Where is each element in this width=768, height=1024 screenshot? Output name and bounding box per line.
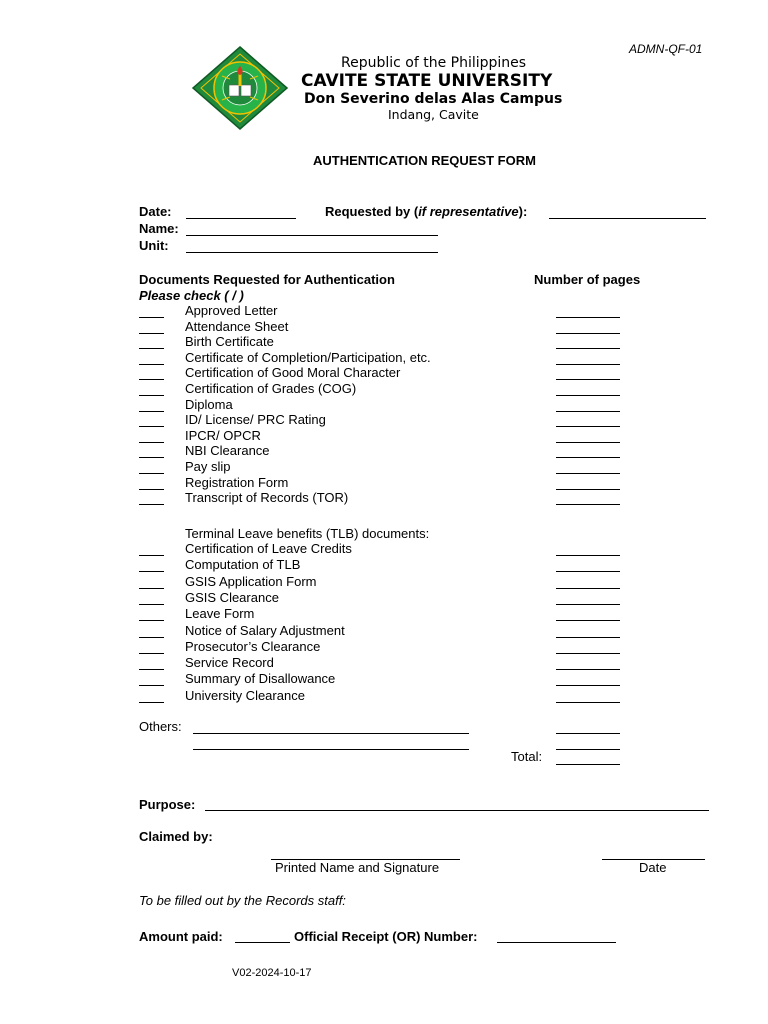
pages-blank[interactable] bbox=[556, 379, 620, 380]
check-instruction: Please check ( / ) bbox=[139, 288, 244, 303]
document-label: Registration Form bbox=[185, 474, 289, 490]
check-blank[interactable] bbox=[139, 426, 164, 427]
pages-blank[interactable] bbox=[556, 685, 620, 686]
date-label: Date: bbox=[139, 204, 172, 219]
document-label: Prosecutor’s Clearance bbox=[185, 638, 321, 654]
header-university-name: CAVITE STATE UNIVERSITY bbox=[301, 71, 553, 91]
check-blank[interactable] bbox=[139, 489, 164, 490]
requested-by-label: Requested by (if representative): bbox=[325, 204, 528, 219]
document-label: Leave Form bbox=[185, 606, 255, 622]
document-label: GSIS Application Form bbox=[185, 573, 317, 589]
pages-blank[interactable] bbox=[556, 457, 620, 458]
others-field-2[interactable] bbox=[193, 749, 469, 750]
document-label: Computation of TLB bbox=[185, 557, 301, 573]
or-number-field[interactable] bbox=[497, 942, 616, 943]
form-title: AUTHENTICATION REQUEST FORM bbox=[313, 153, 536, 168]
check-blank[interactable] bbox=[139, 702, 164, 703]
check-blank[interactable] bbox=[139, 364, 164, 365]
document-label: Certification of Grades (COG) bbox=[185, 381, 357, 396]
amount-paid-label: Amount paid: bbox=[139, 929, 223, 944]
document-label: Notice of Salary Adjustment bbox=[185, 622, 345, 638]
pages-blank[interactable] bbox=[556, 333, 620, 334]
total-label: Total: bbox=[511, 749, 543, 764]
tlb-heading: Terminal Leave benefits (TLB) documents: bbox=[185, 526, 430, 541]
or-number-label: Official Receipt (OR) Number: bbox=[294, 929, 478, 944]
pages-blank[interactable] bbox=[556, 571, 620, 572]
check-blank[interactable] bbox=[139, 348, 164, 349]
check-blank[interactable] bbox=[139, 504, 164, 505]
document-label: IPCR/ OPCR bbox=[185, 427, 261, 443]
others-pages-field-1[interactable] bbox=[556, 733, 620, 734]
check-blank[interactable] bbox=[139, 317, 164, 318]
pages-heading: Number of pages bbox=[534, 272, 641, 287]
name-field[interactable] bbox=[186, 235, 438, 236]
check-blank[interactable] bbox=[139, 620, 164, 621]
document-label: Diploma bbox=[185, 396, 233, 412]
check-blank[interactable] bbox=[139, 669, 164, 670]
documents-heading: Documents Requested for Authentication bbox=[139, 272, 395, 287]
requested-by-field[interactable] bbox=[549, 218, 706, 219]
check-blank[interactable] bbox=[139, 457, 164, 458]
pages-blank[interactable] bbox=[556, 669, 620, 670]
pages-blank[interactable] bbox=[556, 604, 620, 605]
document-label: Certificate of Completion/Participation, etc. bbox=[185, 349, 431, 365]
header-republic: Republic of the Philippines bbox=[341, 55, 527, 71]
pages-blank[interactable] bbox=[556, 411, 620, 412]
others-label: Others: bbox=[139, 719, 182, 734]
check-blank[interactable] bbox=[139, 637, 164, 638]
unit-field[interactable] bbox=[186, 252, 438, 253]
header-campus: Don Severino delas Alas Campus bbox=[304, 91, 563, 107]
pages-blank[interactable] bbox=[556, 395, 620, 396]
document-label: Certification of Good Moral Character bbox=[185, 365, 401, 381]
purpose-label: Purpose: bbox=[139, 797, 196, 812]
check-blank[interactable] bbox=[139, 604, 164, 605]
pages-blank[interactable] bbox=[556, 653, 620, 654]
pages-blank[interactable] bbox=[556, 620, 620, 621]
document-label: GSIS Clearance bbox=[185, 589, 279, 605]
document-label: Attendance Sheet bbox=[185, 318, 289, 334]
pages-blank[interactable] bbox=[556, 442, 620, 443]
records-staff-note: To be filled out by the Records staff: bbox=[139, 893, 346, 908]
check-blank[interactable] bbox=[139, 379, 164, 380]
name-label: Name: bbox=[139, 221, 179, 236]
total-pages-field[interactable] bbox=[556, 764, 620, 765]
pages-blank[interactable] bbox=[556, 473, 620, 474]
signature-caption: Printed Name and Signature bbox=[275, 860, 440, 875]
pages-blank[interactable] bbox=[556, 348, 620, 349]
amount-paid-field[interactable] bbox=[235, 942, 290, 943]
check-blank[interactable] bbox=[139, 333, 164, 334]
pages-blank[interactable] bbox=[556, 702, 620, 703]
pages-blank[interactable] bbox=[556, 489, 620, 490]
form-code: ADMN-QF-01 bbox=[629, 42, 703, 56]
document-label: Approved Letter bbox=[185, 303, 278, 318]
document-label: Service Record bbox=[185, 655, 274, 671]
pages-blank[interactable] bbox=[556, 504, 620, 505]
pages-blank[interactable] bbox=[556, 364, 620, 365]
check-blank[interactable] bbox=[139, 588, 164, 589]
unit-label: Unit: bbox=[139, 238, 169, 253]
date-field[interactable] bbox=[186, 218, 296, 219]
check-blank[interactable] bbox=[139, 685, 164, 686]
document-label: NBI Clearance bbox=[185, 443, 270, 459]
check-blank[interactable] bbox=[139, 653, 164, 654]
check-blank[interactable] bbox=[139, 571, 164, 572]
check-blank[interactable] bbox=[139, 555, 164, 556]
document-label: Pay slip bbox=[185, 459, 231, 474]
document-label: Birth Certificate bbox=[185, 334, 274, 350]
pages-blank[interactable] bbox=[556, 426, 620, 427]
header-town: Indang, Cavite bbox=[388, 107, 479, 122]
check-blank[interactable] bbox=[139, 411, 164, 412]
document-label: Transcript of Records (TOR) bbox=[185, 490, 349, 506]
date-caption: Date bbox=[639, 860, 667, 875]
version-code: V02-2024-10-17 bbox=[232, 967, 312, 979]
others-field-1[interactable] bbox=[193, 733, 469, 734]
document-label: Summary of Disallowance bbox=[185, 671, 336, 687]
purpose-field[interactable] bbox=[205, 810, 709, 811]
pages-blank[interactable] bbox=[556, 637, 620, 638]
pages-blank[interactable] bbox=[556, 317, 620, 318]
university-seal-logo bbox=[192, 46, 288, 130]
pages-blank[interactable] bbox=[556, 588, 620, 589]
pages-blank[interactable] bbox=[556, 555, 620, 556]
check-blank[interactable] bbox=[139, 395, 164, 396]
document-label: Certification of Leave Credits bbox=[185, 541, 352, 556]
document-label: ID/ License/ PRC Rating bbox=[185, 412, 326, 428]
check-blank[interactable] bbox=[139, 473, 164, 474]
document-label: University Clearance bbox=[185, 687, 305, 703]
others-pages-field-2[interactable] bbox=[556, 749, 620, 750]
check-blank[interactable] bbox=[139, 442, 164, 443]
claimed-by-label: Claimed by: bbox=[139, 829, 213, 844]
